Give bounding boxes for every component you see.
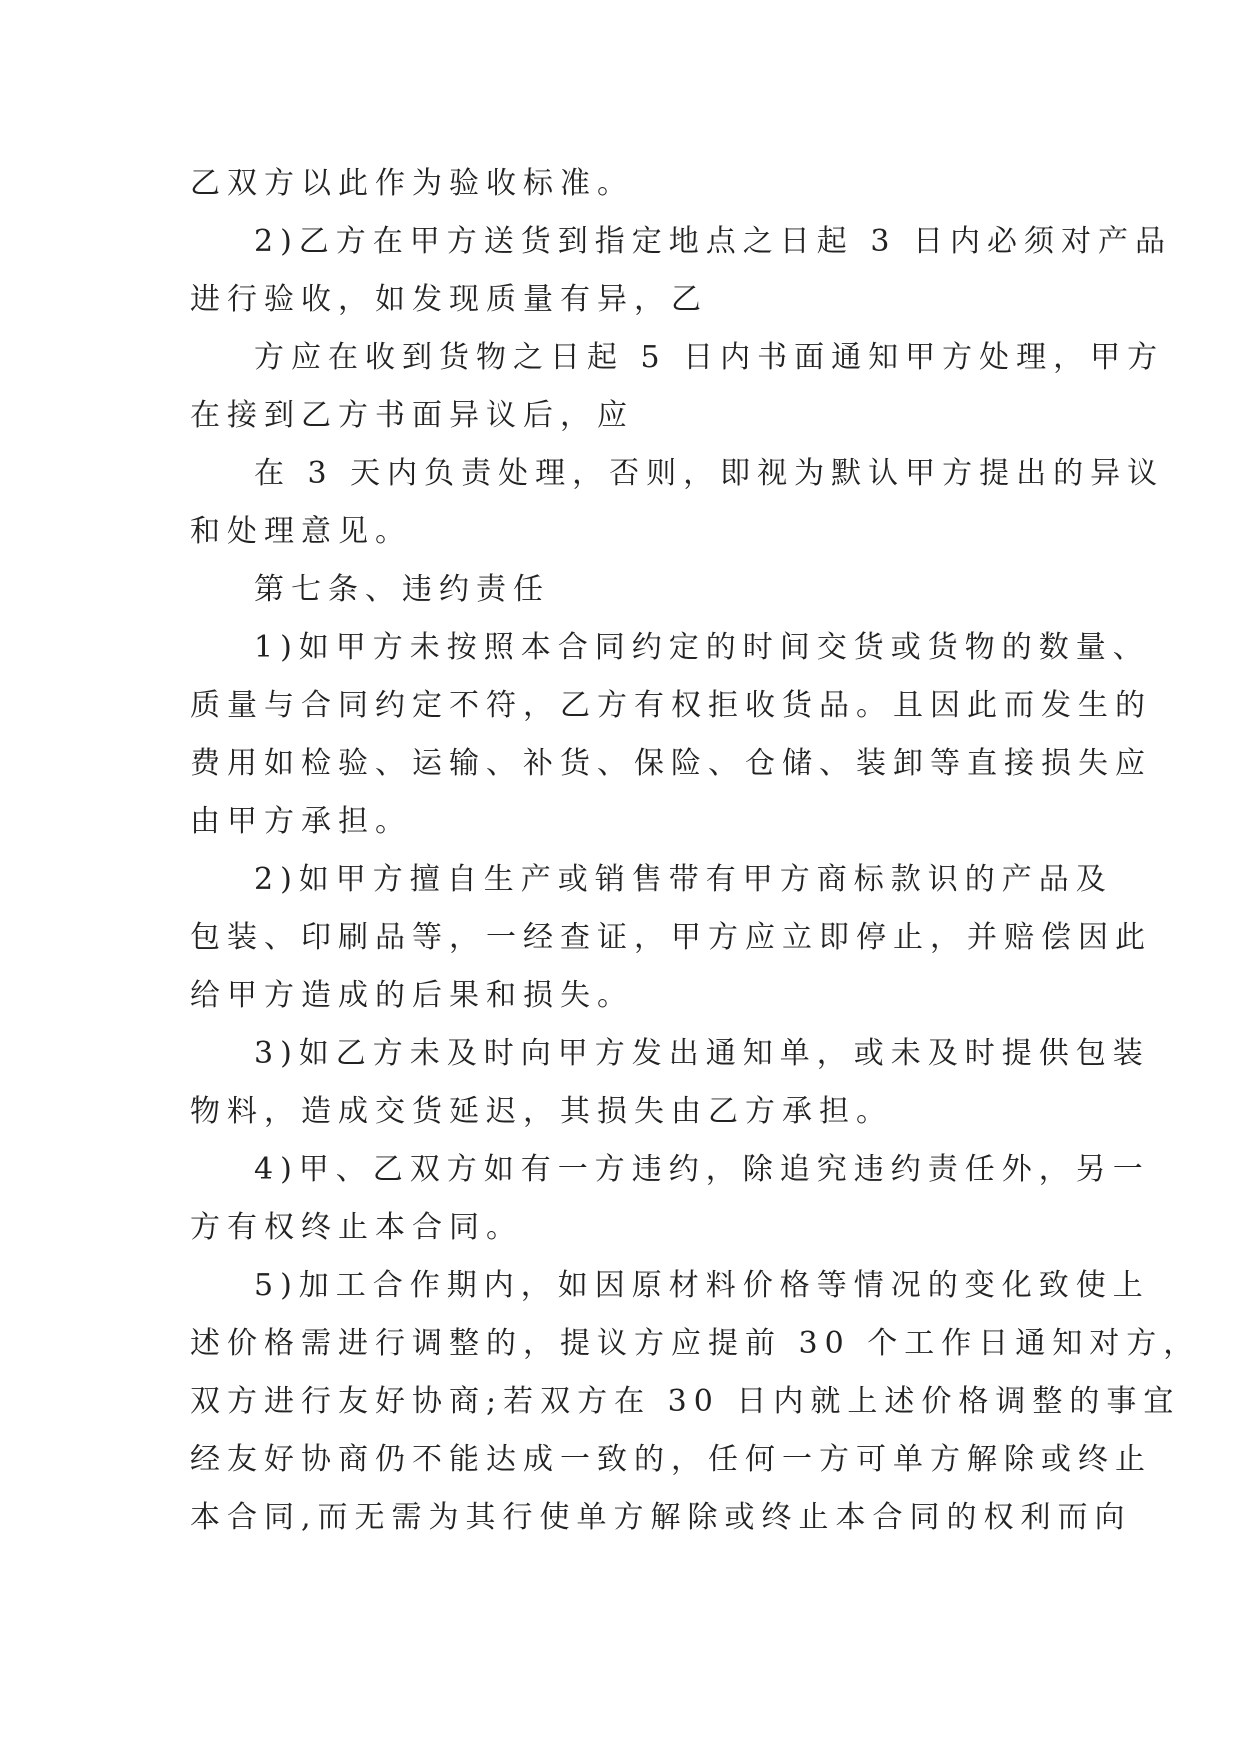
document-body xyxy=(190,155,1201,1547)
text-line: 费用如检验、运输、补货、保险、仓储、装卸等直接损失应 xyxy=(190,746,1152,781)
text-line: 本合同,而无需为其行使单方解除或终止本合同的权利而向 xyxy=(190,1500,1132,1535)
text-line: 由甲方承担。 xyxy=(190,804,412,839)
text-line: 3)如乙方未及时向甲方发出通知单，或未及时提供包装 xyxy=(254,1036,1150,1071)
text-line: 1)如甲方未按照本合同约定的时间交货或货物的数量、 xyxy=(254,630,1150,665)
text-line: 质量与合同约定不符，乙方有权拒收货品。且因此而发生的 xyxy=(190,688,1152,723)
text-line: 2)如甲方擅自生产或销售带有甲方商标款识的产品及 xyxy=(254,862,1113,897)
text-line: 双方进行友好协商;若双方在 30 日内就上述价格调整的事宜 xyxy=(190,1384,1181,1419)
text-line: 在接到乙方书面异议后，应 xyxy=(190,398,634,433)
text-line: 方应在收到货物之日起 5 日内书面通知甲方处理，甲方 xyxy=(254,340,1165,375)
text-line: 经友好协商仍不能达成一致的，任何一方可单方解除或终止 xyxy=(190,1442,1152,1477)
text-line: 包装、印刷品等，一经查证，甲方应立即停止，并赔偿因此 xyxy=(190,920,1152,955)
text-line: 2)乙方在甲方送货到指定地点之日起 3 日内必须对产品 xyxy=(254,224,1172,259)
text-line: 方有权终止本合同。 xyxy=(190,1210,523,1245)
text-line: 进行验收，如发现质量有异，乙 xyxy=(190,282,708,317)
text-line: 5)加工合作期内，如因原材料价格等情况的变化致使上 xyxy=(254,1268,1150,1303)
text-line: 第七条、违约责任 xyxy=(254,572,550,607)
text-line: 述价格需进行调整的，提议方应提前 30 个工作日通知对方， xyxy=(190,1326,1201,1361)
text-line: 物料，造成交货延迟，其损失由乙方承担。 xyxy=(190,1094,893,1129)
text-line: 给甲方造成的后果和损失。 xyxy=(190,978,634,1013)
text-line: 4)甲、乙双方如有一方违约，除追究违约责任外，另一 xyxy=(254,1152,1150,1187)
text-line: 在 3 天内负责处理，否则，即视为默认甲方提出的异议 xyxy=(254,456,1165,491)
text-line: 和处理意见。 xyxy=(190,514,412,549)
text-line: 乙双方以此作为验收标准。 xyxy=(190,166,634,201)
